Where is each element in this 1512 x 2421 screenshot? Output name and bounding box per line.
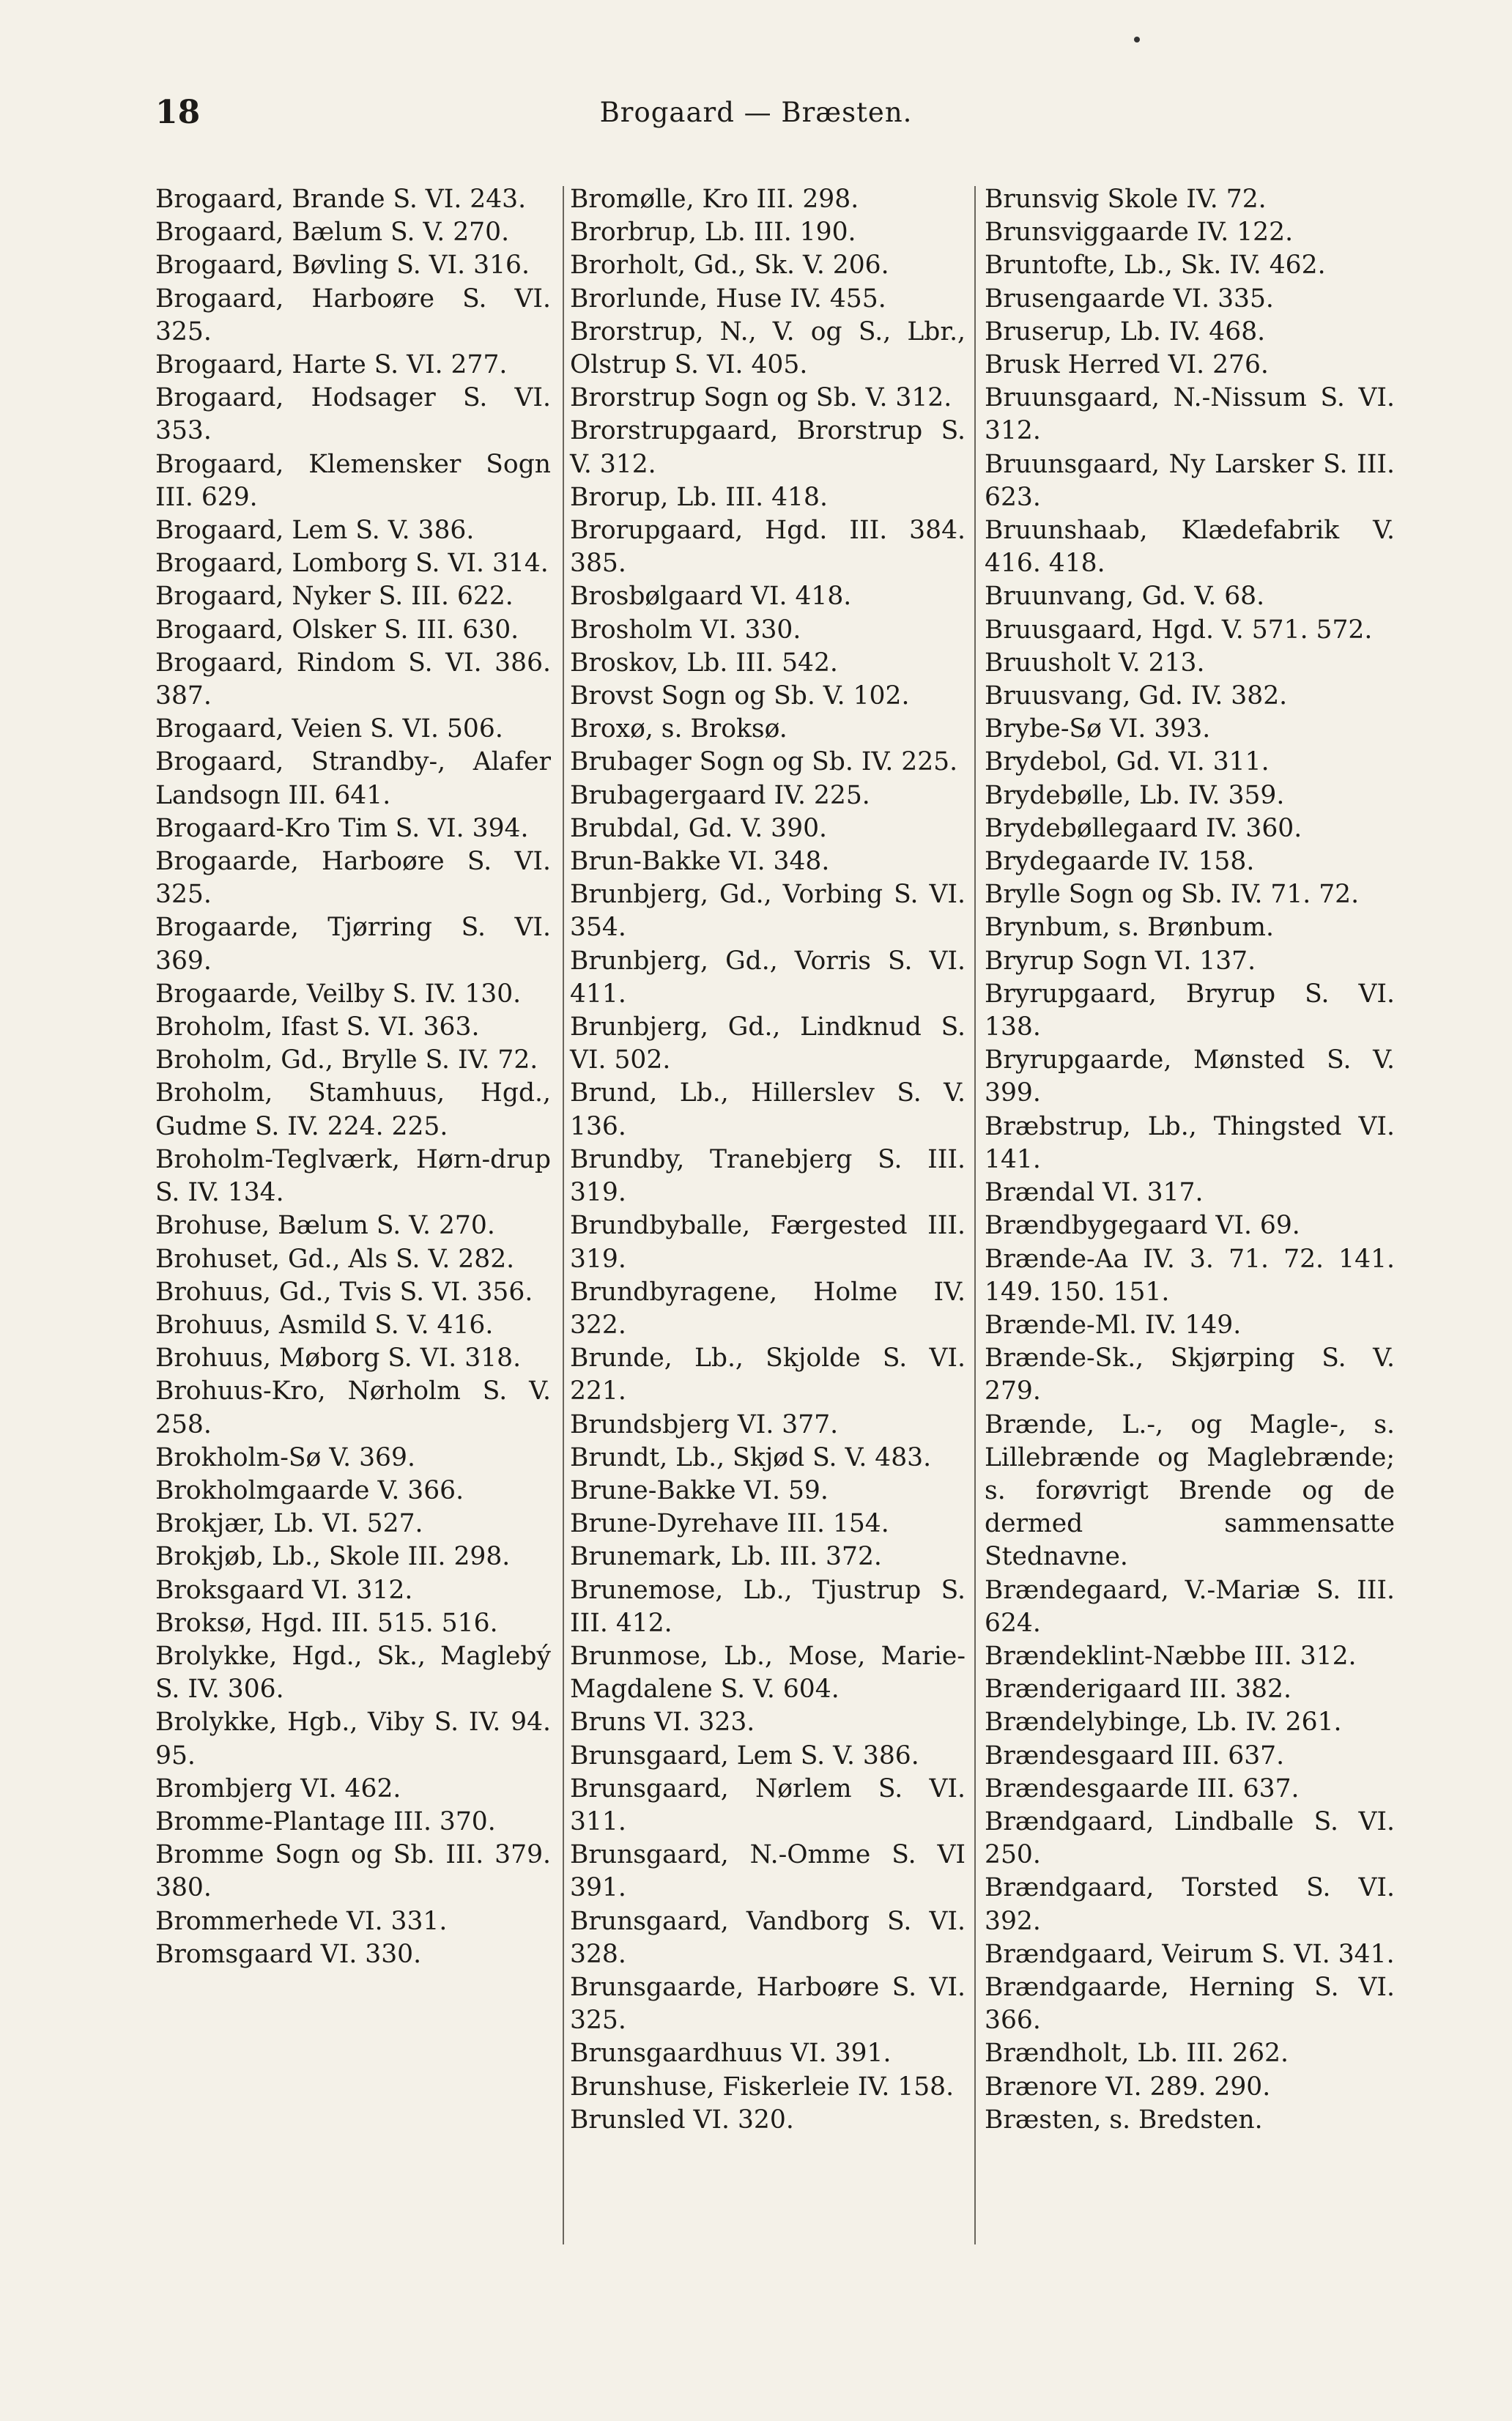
index-entry: Brogaard, Rindom S. VI. 386. 387. (155, 648, 551, 711)
index-entry: Brorstrup Sogn og Sb. V. 312. (570, 383, 952, 413)
index-entry: Bruns VI. 323. (570, 1708, 755, 1738)
index-entry: Brorstrup, N., V. og S., Lbr., Olstrup S. VI. 405. (570, 316, 966, 380)
index-entry: Bromme-Plantage III. 370. (155, 1806, 496, 1836)
index-entry: Bræsten, s. Bredsten. (985, 2105, 1263, 2135)
index-entry: Bruunvang, Gd. V. 68. (985, 582, 1265, 612)
index-entry: Brunsgaard, Nørlem S. VI. 311. (570, 1773, 966, 1836)
index-entry: Brogaarde, Veilby S. IV. 130. (155, 979, 522, 1009)
index-entry: Bromme Sogn og Sb. III. 379. 380. (155, 1840, 551, 1903)
index-entry: Brændelybinge, Lb. IV. 261. (985, 1708, 1342, 1738)
index-entry: Brænde-Ml. IV. 149. (985, 1310, 1242, 1340)
index-entry: Brogaard, Bælum S. V. 270. (155, 218, 510, 248)
index-entry: Brænore VI. 289. 290. (985, 2072, 1271, 2102)
index-entry: Brændegaard, V.-Mariæ S. III. 624. (985, 1575, 1395, 1638)
index-entry: Brundt, Lb., Skjød S. V. 483. (570, 1442, 932, 1472)
index-entry: Brændgaarde, Herning S. VI. 366. (985, 1972, 1395, 2036)
index-entry: Brunemose, Lb., Tjustrup S. III. 412. (570, 1575, 966, 1638)
index-entry: Brunshuse, Fiskerleie IV. 158. (570, 2072, 955, 2102)
index-entry: Brændgaard, Lindballe S. VI. 250. (985, 1806, 1395, 1870)
index-entry: Broskov, Lb. III. 542. (570, 648, 838, 678)
index-entry: Brosholm VI. 330. (570, 615, 801, 645)
index-entry: Brubagergaard IV. 225. (570, 780, 870, 810)
index-entry: Bryrupgaard, Bryrup S. VI. 138. (985, 979, 1395, 1042)
index-entry: Brund, Lb., Hillerslev S. V. 136. (570, 1078, 966, 1141)
index-entry: Brunemark, Lb. III. 372. (570, 1542, 882, 1572)
index-entry: Brogaard, Hodsager S. VI. 353. (155, 383, 551, 446)
index-entry: Brogaard, Lomborg S. VI. 314. (155, 549, 549, 579)
index-entry: Brohuus-Kro, Nørholm S. V. 258. (155, 1376, 551, 1439)
index-entry: Brogaard, Nyker S. III. 622. (155, 582, 514, 612)
index-entry: Broksgaard VI. 312. (155, 1575, 413, 1605)
index-entry: Brunsgaard, N.-Omme S. VI 391. (570, 1840, 966, 1903)
index-entry: Brunbjerg, Gd., Lindknud S. VI. 502. (570, 1012, 966, 1075)
index-entry: Brændeklint-Næbbe III. 312. (985, 1641, 1357, 1671)
index-entry: Brændesgaard III. 637. (985, 1740, 1285, 1771)
index-entry: Brogaard, Lem S. V. 386. (155, 516, 475, 546)
page-number: 18 (155, 94, 201, 131)
index-entry: Bruntofte, Lb., Sk. IV. 462. (985, 251, 1326, 281)
index-entry: Broksø, Hgd. III. 515. 516. (155, 1608, 498, 1638)
index-entry: Brorbrup, Lb. III. 190. (570, 218, 856, 248)
index-entry: Brogaard, Brande S. VI. 243. (155, 185, 527, 214)
index-entry: Bryrupgaarde, Mønsted S. V. 399. (985, 1045, 1395, 1108)
index-entry: Bruusvang, Gd. IV. 382. (985, 681, 1288, 711)
index-entry: Brunsgaarde, Harboøre S. VI. 325. (570, 1972, 966, 2036)
index-entry: Brunbjerg, Gd., Vorbing S. VI. 354. (570, 880, 966, 943)
index-entry: Brovst Sogn og Sb. V. 102. (570, 681, 910, 711)
index-entry: Brohuus, Møborg S. VI. 318. (155, 1343, 522, 1373)
index-entry: Brogaard, Strandby-, Alafer Landsogn III. 641. (155, 747, 551, 810)
index-entry: Brun-Bakke VI. 348. (570, 847, 830, 877)
index-entry: Brohuus, Asmild S. V. 416. (155, 1310, 494, 1340)
index-entry: Brogaard, Harte S. VI. 277. (155, 350, 508, 380)
index-column-2 (570, 183, 966, 2137)
index-entry: Brynbum, s. Brønbum. (985, 913, 1274, 943)
index-entry: Brubager Sogn og Sb. IV. 225. (570, 747, 958, 777)
index-entry: Brunbjerg, Gd., Vorris S. VI. 411. (570, 946, 966, 1009)
index-entry: Brylle Sogn og Sb. IV. 71. 72. (985, 880, 1360, 910)
column-divider (974, 186, 976, 2244)
index-entry: Brundbyragene, Holme IV. 322. (570, 1277, 966, 1340)
index-entry: Brundbyballe, Færgested III. 319. (570, 1211, 966, 1274)
index-entry: Bruusgaard, Hgd. V. 571. 572. (985, 615, 1373, 645)
ink-speck (1134, 37, 1140, 42)
index-column-3 (985, 183, 1395, 2137)
index-entry: Brohuse, Bælum S. V. 270. (155, 1211, 495, 1241)
index-entry: Brogaard, Veien S. VI. 506. (155, 714, 503, 744)
index-entry: Brydebol, Gd. VI. 311. (985, 747, 1270, 777)
index-entry: Brorup, Lb. III. 418. (570, 482, 828, 512)
index-entry: Brunsled VI. 320. (570, 2105, 794, 2135)
index-entry: Brogaard-Kro Tim S. VI. 394. (155, 813, 529, 843)
index-entry: Broxø, s. Broksø. (570, 714, 788, 744)
index-entry: Brændal VI. 317. (985, 1178, 1204, 1208)
index-entry: Brænde, L.-, og Magle-, s. Lillebrænde og Maglebrænde; s. forøvrigt Brende og de dermed sammensatte Stednavne. (985, 1409, 1395, 1572)
index-entry: Brorlunde, Huse IV. 455. (570, 283, 886, 314)
index-entry: Brusk Herred VI. 276. (985, 350, 1269, 380)
index-entry: Bromølle, Kro III. 298. (570, 185, 859, 214)
index-entry: Bruunsgaard, N.-Nissum S. VI. 312. (985, 383, 1395, 446)
index-entry: Brosbølgaard VI. 418. (570, 582, 852, 612)
index-entry: Brunsgaardhuus VI. 391. (570, 2039, 892, 2069)
index-entry: Brokholm-Sø V. 369. (155, 1442, 415, 1472)
index-entry: Brombjerg VI. 462. (155, 1773, 401, 1803)
index-entry: Brusengaarde VI. 335. (985, 283, 1274, 314)
index-entry: Brogaard, Bøvling S. VI. 316. (155, 251, 530, 281)
index-entry: Brydebøllegaard IV. 360. (985, 813, 1302, 843)
index-entry: Brænderigaard III. 382. (985, 1675, 1292, 1705)
index-entry: Brogaard, Klemensker Sogn III. 629. (155, 449, 551, 512)
index-entry: Brubdal, Gd. V. 390. (570, 813, 827, 843)
index-entry: Brokholmgaarde V. 366. (155, 1475, 464, 1505)
index-entry: Bromsgaard VI. 330. (155, 1939, 422, 1969)
index-entry: Brændgaard, Torsted S. VI. 392. (985, 1873, 1395, 1936)
index-entry: Brybe-Sø VI. 393. (985, 714, 1211, 744)
index-entry: Brunsvig Skole IV. 72. (985, 185, 1267, 214)
index-entry: Brunsgaard, Lem S. V. 386. (570, 1740, 919, 1771)
index-entry: Brændesgaarde III. 637. (985, 1773, 1300, 1803)
index-entry: Brændbygegaard VI. 69. (985, 1211, 1300, 1241)
index-entry: Brommerhede VI. 331. (155, 1906, 448, 1936)
index-entry: Brunsgaard, Vandborg S. VI. 328. (570, 1906, 966, 1969)
index-entry: Brokjøb, Lb., Skole III. 298. (155, 1542, 511, 1572)
index-entry: Brune-Bakke VI. 59. (570, 1475, 829, 1505)
index-entry: Brænde-Sk., Skjørping S. V. 279. (985, 1343, 1395, 1406)
index-entry: Brogaard, Olsker S. III. 630. (155, 615, 519, 645)
index-entry: Brokjær, Lb. VI. 527. (155, 1509, 423, 1539)
index-entry: Brænde-Aa IV. 3. 71. 72. 141. 149. 150. 151. (985, 1244, 1395, 1307)
index-entry: Bruunshaab, Klædefabrik V. 416. 418. (985, 516, 1395, 579)
index-entry: Bruusholt V. 213. (985, 648, 1205, 678)
index-entry: Brunsviggaarde IV. 122. (985, 218, 1294, 248)
index-entry: Brogaard, Harboøre S. VI. 325. (155, 283, 551, 346)
index-entry: Brydebølle, Lb. IV. 359. (985, 780, 1285, 810)
index-entry: Bruserup, Lb. IV. 468. (985, 316, 1266, 346)
index-entry: Brohuus, Gd., Tvis S. VI. 356. (155, 1277, 533, 1307)
column-divider (563, 186, 564, 2244)
index-column-1 (155, 183, 551, 1971)
index-entry: Brændholt, Lb. III. 262. (985, 2039, 1289, 2069)
index-entry: Brundsbjerg VI. 377. (570, 1409, 839, 1439)
index-entry: Brogaarde, Harboøre S. VI. 325. (155, 847, 551, 910)
index-entry: Brunde, Lb., Skjolde S. VI. 221. (570, 1343, 966, 1406)
index-entry: Brændgaard, Veirum S. VI. 341. (985, 1939, 1395, 1969)
index-entry: Brundby, Tranebjerg S. III. 319. (570, 1144, 966, 1208)
index-entry: Brohuset, Gd., Als S. V. 282. (155, 1244, 515, 1274)
index-entry: Broholm, Ifast S. VI. 363. (155, 1012, 480, 1042)
index-entry: Bryrup Sogn VI. 137. (985, 946, 1256, 976)
index-entry: Broholm-Teglværk, Hørn-drup S. IV. 134. (155, 1144, 551, 1208)
index-entry: Brolykke, Hgb., Viby S. IV. 94. 95. (155, 1708, 551, 1771)
index-entry: Brorstrupgaard, Brorstrup S. V. 312. (570, 416, 966, 479)
index-entry: Broholm, Gd., Brylle S. IV. 72. (155, 1045, 538, 1075)
index-entry: Brune-Dyrehave III. 154. (570, 1509, 889, 1539)
index-columns (155, 183, 1445, 2271)
index-entry: Broholm, Stamhuus, Hgd., Gudme S. IV. 224. 225. (155, 1078, 551, 1141)
index-entry: Brydegaarde IV. 158. (985, 847, 1255, 877)
index-entry: Bruunsgaard, Ny Larsker S. III. 623. (985, 449, 1395, 512)
index-entry: Bræbstrup, Lb., Thingsted VI. 141. (985, 1111, 1395, 1174)
index-entry: Brolykke, Hgd., Sk., Maglebý S. IV. 306. (155, 1641, 551, 1705)
index-entry: Brunmose, Lb., Mose, Marie-Magdalene S. V. 604. (570, 1641, 966, 1705)
running-head: Brogaard — Bræsten. (599, 97, 913, 128)
index-entry: Brogaarde, Tjørring S. VI. 369. (155, 913, 551, 976)
index-entry: Brorholt, Gd., Sk. V. 206. (570, 251, 889, 281)
index-entry: Brorupgaard, Hgd. III. 384. 385. (570, 516, 966, 579)
